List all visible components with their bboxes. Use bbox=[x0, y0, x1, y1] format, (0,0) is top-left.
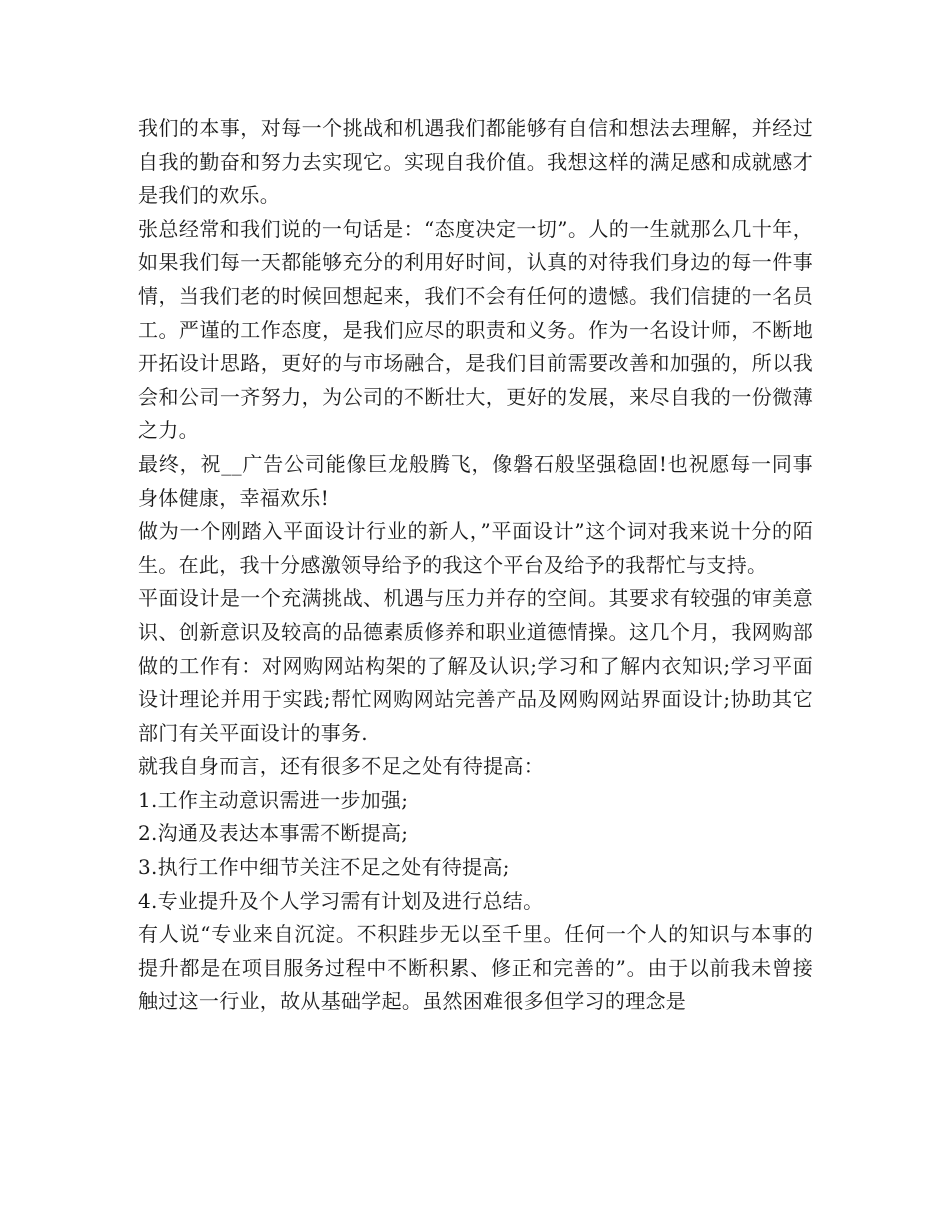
document-body bbox=[138, 112, 813, 1019]
paragraph-4: 做为一个刚踏入平面设计行业的新人，”平面设计”这个词对我来说十分的陌生。在此，我十分感激领导给予的我这个平台及给予的我帮忙与支持。 bbox=[138, 519, 813, 577]
paragraph-6: 就我自身而言，还有很多不足之处有待提高： bbox=[138, 754, 544, 779]
list-item-3: 3.执行工作中细节关注不足之处有待提高; bbox=[138, 855, 510, 880]
list-item-4: 4.专业提升及个人学习需有计划及进行总结。 bbox=[138, 888, 544, 913]
paragraph-7: 有人说“专业来自沉淀。不积跬步无以至千里。任何一个人的知识与本事的提升都是在项目服务过程中不断积累、修正和完善的”。由于以前我未曾接触过这一行业，故从基础学起。虽然困难很多但学习的理念是 bbox=[138, 922, 813, 1014]
list-item-2: 2.沟通及表达本事需不断提高; bbox=[138, 821, 409, 846]
paragraph-5: 平面设计是一个充满挑战、机遇与压力并存的空间。其要求有较强的审美意识、创新意识及较高的品德素质修养和职业道德情操。这几个月，我网购部做的工作有：对网购网站构架的了解及认识;学习和了解内衣知识;学习平面设计理论并用于实践;帮忙网购网站完善产品及网购网站界面设计;协助其它部门有关平面设计的事务. bbox=[138, 586, 813, 745]
list-item-1: 1.工作主动意识需进一步加强; bbox=[138, 787, 409, 812]
paragraph-3: 最终，祝__广告公司能像巨龙般腾飞，像磐石般坚强稳固!也祝愿每一同事身体健康，幸福欢乐! bbox=[138, 451, 813, 510]
paragraph-1: 我们的本事，对每一个挑战和机遇我们都能够有自信和想法去理解，并经过自我的勤奋和努力去实现它。实现自我价值。我想这样的满足感和成就感才是我们的欢乐。 bbox=[138, 116, 813, 208]
paragraph-2: 张总经常和我们说的一句话是：“态度决定一切”。人的一生就那么几十年，如果我们每一天都能够充分的利用好时间，认真的对待我们身边的每一件事情，当我们老的时候回想起来，我们不会有任何的遗憾。我们信捷的一名员工。严谨的工作态度，是我们应尽的职责和义务。作为一名设计师，不断地开拓设计思路，更好的与市场融合，是我们目前需要改善和加强的，所以我会和公司一齐努力，为公司的不断壮大，更好的发展，来尽自我的一份微薄之力。 bbox=[138, 216, 813, 443]
